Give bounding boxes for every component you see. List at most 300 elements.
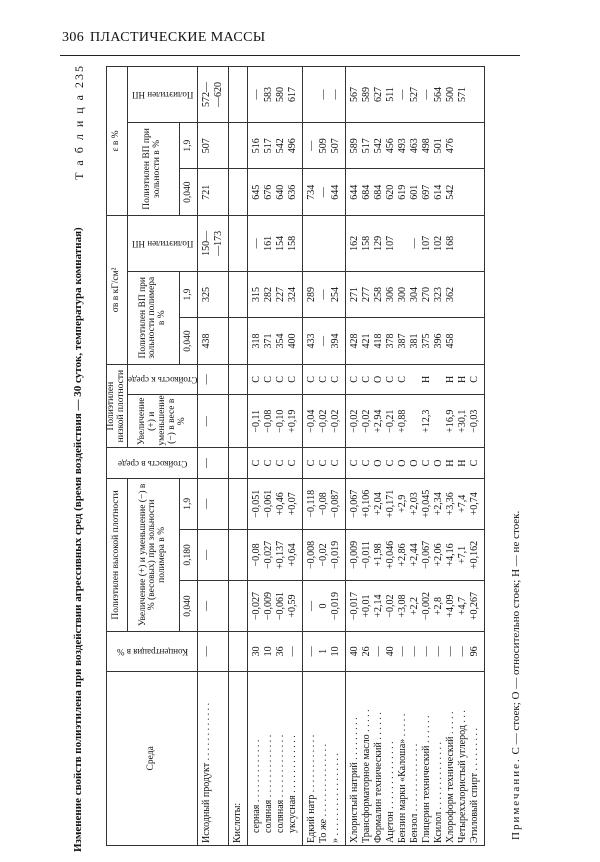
cell-line: — (201, 549, 213, 560)
cell-line: −0,02 (318, 543, 330, 567)
cell-line: 684 (361, 184, 373, 200)
col-header-sigma-np: Полиэтилен НП (127, 215, 198, 271)
cell-line: +2,9 (397, 494, 409, 513)
cell-line: Ацетон . . . . . . . . . . . . . . (385, 741, 397, 843)
cell-a2 (346, 529, 485, 580)
cell-line: −0,04 (306, 409, 318, 433)
cell-media (229, 671, 248, 845)
cell-s1 (346, 318, 485, 365)
cell-line: Хлористый натрий . . . . . . . . . (349, 717, 361, 843)
cell-s1 (248, 318, 303, 365)
cell-line: 378 (385, 333, 397, 349)
cell-line: +0,267 (469, 591, 481, 621)
cell-line: 418 (373, 333, 385, 349)
cell-line: С (385, 459, 397, 467)
cell-line (232, 532, 244, 578)
table-body (198, 67, 485, 846)
cell-line: −0,009 (349, 540, 361, 569)
cell-line (433, 397, 445, 445)
cell-line: +7,1 (457, 545, 469, 564)
note-lead: Примечание. (510, 757, 522, 840)
cell-line (457, 171, 469, 213)
cell-line: О (397, 459, 409, 467)
cell-line: 501 (433, 138, 445, 154)
cell-line: С (251, 376, 263, 383)
cell-line: 571 (457, 86, 469, 102)
cell-line: 734 (306, 184, 318, 200)
col-header-ash-3: 1,9 (179, 478, 197, 529)
cell-st1 (303, 448, 346, 478)
page-header (62, 30, 482, 52)
cell-line: —173 (213, 230, 225, 256)
cell-line: −0,02 (330, 409, 342, 433)
cell-line: 161 (263, 235, 275, 251)
cell-e3 (248, 67, 303, 123)
cell-a3 (248, 478, 303, 529)
cell-st1 (248, 448, 303, 478)
cell-line: −0,08 (251, 543, 263, 567)
cell-line: — (397, 89, 409, 100)
cell-line: 107 (421, 235, 433, 251)
cell-a2 (229, 529, 248, 580)
cell-line: 162 (349, 235, 361, 251)
note-text: С — стоек; О — относительно стоек; Н — не стоек. (510, 510, 522, 755)
cell-line: 644 (330, 184, 342, 200)
cell-line: 421 (361, 333, 373, 349)
cell-line: 619 (397, 184, 409, 200)
cell-line: — (306, 140, 318, 151)
cell-line: +3,08 (397, 594, 409, 618)
cell-line: −0,019 (330, 540, 342, 569)
cell-line (330, 218, 342, 269)
cell-line: +0,46 (275, 492, 287, 516)
cell-line: 580 (275, 86, 287, 102)
cell-line: 640 (275, 184, 287, 200)
cell-line: −0,002 (421, 591, 433, 621)
cell-line: — (306, 646, 318, 657)
cell-line: 509 (318, 138, 330, 154)
cell-line (306, 218, 318, 269)
cell-line: соляная . . . . . . . . . . . . . (275, 734, 287, 833)
cell-line (232, 320, 244, 362)
cell-line: 463 (409, 138, 421, 154)
cell-line: +2,44 (409, 543, 421, 567)
cell-line: +0,162 (469, 540, 481, 569)
col-header-sigma-ash-2: 1,9 (179, 271, 197, 318)
col-header-concentration: Концентрация в % (107, 632, 198, 672)
cell-line: −0,061 (263, 489, 275, 518)
cell-ld (198, 395, 229, 448)
cell-line: 542 (445, 184, 457, 200)
cell-line: 96 (469, 646, 481, 657)
cell-line (232, 125, 244, 167)
col-header-eps-vp: Полиэтилен ВП при зольности в % (127, 122, 179, 215)
cell-line: Бензол . . . . . . . . . . . . . . (409, 743, 421, 843)
cell-line: 721 (201, 184, 213, 200)
cell-line: +0,106 (361, 489, 373, 518)
cell-line: С (306, 376, 318, 383)
cell-line: 627 (373, 86, 385, 102)
cell-line: 567 (349, 86, 361, 102)
cell-line: +0,88 (397, 409, 409, 433)
cell-line: +12,3 (421, 409, 433, 433)
cell-line: 277 (361, 287, 373, 303)
cell-conc (303, 632, 346, 672)
cell-line: Ксилол . . . . . . . . . . . . . . (433, 741, 445, 843)
cell-line: Глицерин технический . . . . . . (421, 715, 433, 843)
cell-a2 (198, 529, 229, 580)
cell-line: −0,067 (349, 489, 361, 518)
cell-line: 438 (201, 333, 213, 349)
cell-line: — (373, 646, 385, 657)
cell-line: 676 (263, 184, 275, 200)
cell-line: С (421, 459, 433, 467)
cell-e3 (198, 67, 229, 123)
cell-line (457, 274, 469, 316)
cell-line: +4,7 (457, 596, 469, 616)
cell-line (232, 69, 244, 120)
cell-line: С (318, 459, 330, 467)
cell-line: +4,09 (445, 594, 457, 618)
cell-media (346, 671, 485, 845)
cell-line: −0,027 (251, 591, 263, 621)
cell-line: 394 (330, 333, 342, 349)
cell-s2 (346, 271, 485, 318)
table-note (510, 511, 522, 840)
cell-st2 (198, 364, 229, 394)
cell-line (232, 583, 244, 629)
cell-line: −0,051 (251, 489, 263, 518)
cell-line: То же . . . . . . . . . . . . . . . (318, 743, 330, 843)
cell-line: 527 (409, 86, 421, 102)
cell-line: −0,08 (263, 409, 275, 433)
cell-line: 428 (349, 333, 361, 349)
cell-line: — (201, 646, 213, 657)
cell-line: +2,8 (433, 596, 445, 616)
cell-line: — (201, 498, 213, 509)
cell-line: С (469, 459, 481, 467)
cell-e2 (248, 122, 303, 169)
cell-media (198, 671, 229, 845)
cell-line: — (421, 89, 433, 100)
cell-line: +4,16 (445, 543, 457, 567)
cell-e2 (346, 122, 485, 169)
cell-line: — (251, 238, 263, 249)
cell-line: 511 (385, 87, 397, 102)
cell-s3 (198, 215, 229, 271)
cell-line: Н (445, 459, 457, 467)
cell-line: 304 (409, 287, 421, 303)
cell-line: 387 (397, 333, 409, 349)
cell-line: — (201, 416, 213, 427)
cell-line: 158 (361, 235, 373, 251)
cell-conc (346, 632, 485, 672)
cell-line: — (318, 336, 330, 347)
cell-line: 325 (201, 287, 213, 303)
cell-line: — (445, 646, 457, 657)
cell-line: 542 (275, 138, 287, 154)
cell-line: 697 (421, 184, 433, 200)
cell-line: Н (457, 459, 469, 467)
cell-line: 26 (361, 646, 373, 657)
cell-line: +0,045 (421, 489, 433, 518)
table-caption: Изменение свойств полиэтилена при воздействии агрессивных сред (время воздействия — 30 суток, температура комнатная) (72, 227, 84, 852)
cell-line: +0,01 (361, 594, 373, 618)
cell-line: +30,1 (457, 409, 469, 433)
cell-line (409, 397, 421, 445)
cell-line: −0,027 (263, 540, 275, 569)
cell-line: С (330, 459, 342, 467)
cell-e2 (198, 122, 229, 169)
cell-s2 (248, 271, 303, 318)
cell-line: » . . . . . . . . . . . . . . . . . (330, 753, 342, 843)
cell-line: 589 (349, 138, 361, 154)
cell-s3 (346, 215, 485, 271)
cell-line: С (397, 376, 409, 383)
cell-line: — (318, 187, 330, 198)
cell-line: О (373, 459, 385, 467)
cell-line: — (421, 646, 433, 657)
cell-line: +2,06 (433, 543, 445, 567)
cell-media (303, 671, 346, 845)
cell-line: 315 (251, 287, 263, 303)
cell-line: −0,118 (306, 489, 318, 518)
cell-line: 617 (287, 86, 299, 102)
cell-a1 (303, 580, 346, 631)
cell-line: 507 (330, 138, 342, 154)
cell-line (457, 125, 469, 167)
cell-line: уксусная . . . . . . . . . . . . (287, 735, 299, 833)
cell-line: С (287, 376, 299, 383)
cell-line: Исходный продукт . . . . . . . . . . . . (201, 702, 213, 843)
cell-line: С (263, 376, 275, 383)
cell-media (248, 671, 303, 845)
col-header-eps-np: Полиэтилен НП (127, 67, 198, 123)
col-header-medium: Среда (107, 671, 198, 845)
cell-line: С (318, 376, 330, 383)
cell-line: 318 (251, 333, 263, 349)
cell-line (469, 320, 481, 362)
cell-line: 456 (385, 138, 397, 154)
cell-line (232, 171, 244, 213)
cell-line: С (251, 459, 263, 467)
cell-line: +2,14 (373, 594, 385, 618)
cell-line: 354 (275, 333, 287, 349)
cell-line: +0,171 (385, 489, 397, 518)
cell-line: +0,74 (469, 492, 481, 516)
cell-line: 516 (251, 138, 263, 154)
cell-line: +0,19 (287, 409, 299, 433)
cell-s1 (303, 318, 346, 365)
cell-line: 375 (421, 333, 433, 349)
cell-line: 583 (263, 86, 275, 102)
cell-a3 (198, 478, 229, 529)
cell-line: 371 (263, 333, 275, 349)
cell-line: 10 (263, 646, 275, 657)
table-row (303, 67, 346, 846)
cell-line: 684 (373, 184, 385, 200)
running-title: ПЛАСТИЧЕСКИЕ МАССЫ (90, 30, 266, 45)
table-row (248, 67, 303, 846)
cell-line: +2,2 (409, 596, 421, 616)
cell-st2 (346, 364, 485, 394)
cell-line: Н (421, 375, 433, 384)
cell-line: +2,94 (373, 409, 385, 433)
cell-line: 396 (433, 333, 445, 349)
cell-line: 254 (330, 287, 342, 303)
cell-line: — (201, 374, 213, 385)
cell-line: С (275, 459, 287, 467)
cell-line: 30 (251, 646, 263, 657)
cell-e1 (248, 169, 303, 216)
cell-line: С (361, 376, 373, 383)
cell-line: 150— (201, 230, 213, 256)
cell-line: 306 (385, 287, 397, 303)
cell-line: 517 (361, 138, 373, 154)
cell-st1 (346, 448, 485, 478)
cell-line: −0,03 (469, 409, 481, 433)
cell-line: 496 (287, 138, 299, 154)
col-header-ldpe-change: Увеличение (+) и уменьшение (−) в весе в % (127, 395, 198, 448)
cell-a3 (229, 478, 248, 529)
cell-line: 107 (385, 235, 397, 251)
cell-line: +0,046 (385, 540, 397, 569)
cell-line (469, 125, 481, 167)
rotated-table-block (70, 60, 530, 852)
cell-conc (198, 632, 229, 672)
cell-e1 (229, 169, 248, 216)
cell-s1 (198, 318, 229, 365)
cell-e3 (229, 67, 248, 123)
cell-line: 400 (287, 333, 299, 349)
cell-line: С (349, 459, 361, 467)
cell-line: +1,98 (373, 543, 385, 567)
table-row (198, 67, 229, 846)
col-header-ldpe: Полиэтилен низкой плотности (107, 364, 128, 448)
cell-e2 (303, 122, 346, 169)
cell-line: 493 (397, 138, 409, 154)
cell-line (318, 218, 330, 269)
col-header-eps-ash-1: 0,040 (179, 169, 197, 216)
cell-line: −0,011 (361, 541, 373, 569)
cell-a3 (346, 478, 485, 529)
cell-line: 507 (201, 138, 213, 154)
cell-e1 (303, 169, 346, 216)
page-number: 306 (62, 30, 85, 45)
cell-line: 282 (263, 287, 275, 303)
cell-line: 40 (349, 646, 361, 657)
col-header-hdpe-change: Увеличение (+) и уменьшение (−) в % (весовых) при зольности полимера в % (127, 478, 179, 631)
cell-a1 (346, 580, 485, 631)
col-header-ldpe-stability: Стойкость к среде (127, 364, 198, 394)
cell-line: 500 (445, 86, 457, 102)
cell-line: 476 (445, 138, 457, 154)
cell-line: С (275, 376, 287, 383)
cell-line: С (385, 376, 397, 383)
cell-st2 (303, 364, 346, 394)
cell-line: −0,11 (251, 409, 263, 433)
cell-line: О (433, 459, 445, 467)
cell-line: −0,02 (318, 409, 330, 433)
cell-line: +0,07 (287, 492, 299, 516)
cell-line (469, 218, 481, 269)
cell-e3 (303, 67, 346, 123)
cell-line: 271 (349, 287, 361, 303)
cell-a1 (198, 580, 229, 631)
cell-line: +7,4 (457, 494, 469, 513)
cell-line: соляная . . . . . . . . . . . . . (263, 734, 275, 833)
cell-line: С (263, 459, 275, 467)
cell-line: 0 (318, 603, 330, 609)
cell-line (409, 367, 421, 392)
cell-line: С (361, 459, 373, 467)
cell-line: О (373, 375, 385, 384)
cell-line: −0,02 (349, 409, 361, 433)
cell-ld (346, 395, 485, 448)
cell-line: 258 (373, 287, 385, 303)
cell-s2 (303, 271, 346, 318)
cell-line: −0,017 (349, 591, 361, 621)
col-header-ash-1: 0,040 (179, 580, 197, 631)
col-header-sigma: σв в кГ/см² (107, 215, 128, 364)
cell-line: −0,02 (361, 409, 373, 433)
cell-line: +0,137 (275, 540, 287, 569)
cell-line: 572— (201, 81, 213, 107)
cell-line: 102 (433, 235, 445, 251)
cell-e2 (229, 122, 248, 169)
cell-line: — (306, 601, 318, 612)
cell-e1 (198, 169, 229, 216)
cell-line: 270 (421, 287, 433, 303)
cell-line (469, 171, 481, 213)
cell-line: +2,03 (409, 492, 421, 516)
cell-line: 542 (373, 138, 385, 154)
cell-line (306, 69, 318, 120)
cell-line: −0,061 (275, 591, 287, 621)
cell-s2 (229, 271, 248, 318)
cell-line: 1 (318, 648, 330, 654)
cell-line: 601 (409, 184, 421, 200)
cell-st1 (229, 448, 248, 478)
col-header-eps: ε в % (107, 67, 128, 216)
cell-line: — (318, 89, 330, 100)
cell-line: С (287, 459, 299, 467)
cell-line: 300 (397, 287, 409, 303)
cell-line (232, 450, 244, 475)
cell-line: 36 (275, 646, 287, 657)
cell-line: — (330, 89, 342, 100)
cell-line: 168 (445, 235, 457, 251)
cell-line: С (306, 459, 318, 467)
cell-line: 381 (409, 333, 421, 349)
cell-line: 158 (287, 235, 299, 251)
col-header-hdpe: Полиэтилен высокой плотности (107, 478, 128, 631)
cell-line: −0,02 (385, 594, 397, 618)
cell-line: 129 (373, 235, 385, 251)
cell-line: 324 (287, 287, 299, 303)
cell-line: −0,10 (275, 409, 287, 433)
cell-line: Бензин марки «Калоша» . . . . . (397, 713, 409, 843)
cell-line: С (469, 376, 481, 383)
table-label: Т а б л и ц а 235 (72, 64, 86, 180)
col-header-sigma-ash-1: 0,040 (179, 318, 197, 365)
cell-line: −0,019 (330, 591, 342, 621)
cell-line: — (457, 646, 469, 657)
cell-line: 517 (263, 138, 275, 154)
cell-s1 (229, 318, 248, 365)
cell-line (457, 218, 469, 269)
cell-ld (248, 395, 303, 448)
